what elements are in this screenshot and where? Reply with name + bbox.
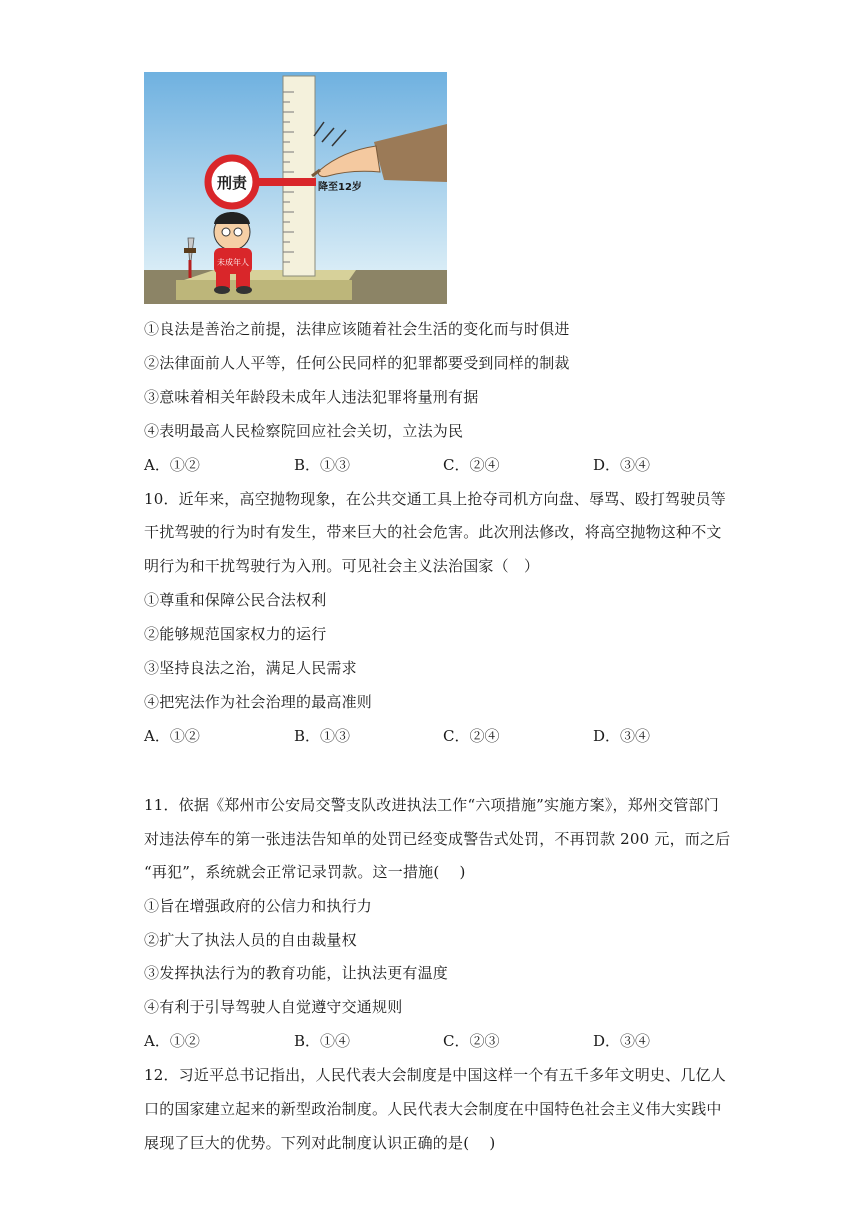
q11-statement-4: ④有利于引导驾驶人自觉遵守交通规则 [144, 998, 403, 1016]
q11-statement-1: ①旨在增强政府的公信力和执行力 [144, 897, 373, 915]
q10-option-d[interactable]: D．③④ [593, 727, 651, 745]
q10-statement-2: ②能够规范国家权力的运行 [144, 625, 327, 643]
q11-option-b[interactable]: B．①④ [294, 1032, 351, 1050]
q9-statement-4: ④表明最高人民检察院回应社会关切，立法为民 [144, 422, 464, 440]
q12-stem-line-2: 口的国家建立起来的新型政治制度。人民代表大会制度在中国特色社会主义伟大实践中 [144, 1100, 722, 1118]
q9-statement-1: ①良法是善治之前提，法律应该随着社会生活的变化而与时俱进 [144, 320, 570, 338]
q10-option-a[interactable]: A．①② [144, 727, 200, 745]
arrow-label: 降至12岁 [318, 182, 362, 193]
q10-option-c[interactable]: C．②④ [443, 727, 500, 745]
q11-option-a[interactable]: A．①② [144, 1032, 200, 1050]
q10-option-b[interactable]: B．①③ [294, 727, 351, 745]
child-shirt-text: 未成年人 [217, 258, 249, 267]
q9-statement-3: ③意味着相关年龄段未成年人违法犯罪将量刑有据 [144, 388, 479, 406]
q11-statement-3: ③发挥执法行为的教育功能，让执法更有温度 [144, 964, 449, 982]
q11-stem-line-2: 对违法停车的第一张违法告知单的处罚已经变成警告式处罚，不再罚款 200 元，而之后 [144, 830, 731, 848]
q12-stem-line-1: 12．习近平总书记指出，人民代表大会制度是中国这样一个有五千多年文明史、几亿人 [144, 1066, 726, 1084]
q10-stem-line-3: 明行为和干扰驾驶行为入刑。可见社会主义法治国家（ ） [144, 557, 540, 575]
q9-option-a[interactable]: A．①② [144, 456, 200, 474]
q10-stem-line-1: 10．近年来，高空抛物现象，在公共交通工具上抢夺司机方向盘、辱骂、殴打驾驶员等 [144, 490, 726, 508]
q9-statement-2: ②法律面前人人平等，任何公民同样的犯罪都要受到同样的制裁 [144, 354, 570, 372]
q11-stem-line-3: “再犯”，系统就会正常记录罚款。这一措施( ) [144, 863, 466, 881]
q11-options [144, 1031, 744, 1051]
q11-option-c[interactable]: C．②③ [443, 1032, 500, 1050]
q9-options [144, 455, 744, 475]
badge-text: 刑责 [216, 174, 248, 192]
q9-option-b[interactable]: B．①③ [294, 456, 351, 474]
q10-statement-3: ③坚持良法之治，满足人民需求 [144, 659, 357, 677]
q11-option-d[interactable]: D．③④ [593, 1032, 651, 1050]
cartoon-illustration [144, 72, 447, 304]
q11-statement-2: ②扩大了执法人员的自由裁量权 [144, 931, 357, 949]
q10-statement-1: ①尊重和保障公民合法权利 [144, 591, 327, 609]
q10-statement-4: ④把宪法作为社会治理的最高准则 [144, 693, 373, 711]
q10-options [144, 726, 744, 746]
q9-option-d[interactable]: D．③④ [593, 456, 651, 474]
q9-option-c[interactable]: C．②④ [443, 456, 500, 474]
q11-stem-line-1: 11．依据《郑州市公安局交警支队改进执法工作“六项措施”实施方案》，郑州交管部门 [144, 796, 719, 814]
q12-stem-line-3: 展现了巨大的优势。下列对此制度认识正确的是( ) [144, 1134, 496, 1152]
q10-stem-line-2: 干扰驾驶的行为时有发生，带来巨大的社会危害。此次刑法修改，将高空抛物这种不文 [144, 523, 722, 541]
